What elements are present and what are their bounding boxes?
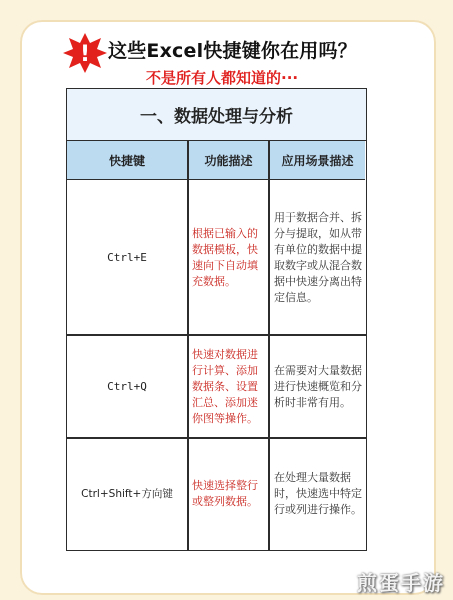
- table-row-2-scene: 在需要对大量数据进行快速概览和分析时非常有用。: [274, 363, 362, 409]
- alert-burst-icon: [62, 32, 108, 74]
- column-header-shortcut: 快捷键: [67, 141, 187, 180]
- shortcut-table: [66, 88, 367, 551]
- page-subtitle: 不是所有人都知道的···: [146, 69, 299, 87]
- watermark: 煎蛋手游: [357, 571, 445, 595]
- column-header-scene: 应用场景描述: [270, 141, 365, 180]
- svg-text:!: !: [79, 42, 91, 67]
- table-row-1-shortcut: Ctrl+E: [107, 250, 147, 264]
- table-row-1-function: 根据已输入的数据模板，快速向下自动填充数据。: [192, 226, 258, 288]
- page-title: 这些Excel快捷键你在用吗？: [108, 40, 357, 62]
- table-row-3-scene: 在处理大量数据时，快速选中特定行或列进行操作。: [274, 471, 362, 516]
- table-row-1-scene: 用于数据合并、拆分与提取，如从带有单位的数据中提取数字或从混合数据中快速分离出特定信息。: [274, 210, 362, 304]
- section-title: 一、数据处理与分析: [67, 89, 366, 141]
- column-header-function: 功能描述: [188, 141, 269, 180]
- table-row-3-function: 快速选择整行或整列数据。: [192, 479, 258, 508]
- table-row-2-function: 快速对数据进行计算、添加数据条、设置汇总、添加迷你图等操作。: [192, 347, 258, 425]
- table-row-2-shortcut: Ctrl+Q: [107, 379, 147, 393]
- table-row-3-shortcut: Ctrl+Shift+方向键: [81, 488, 173, 500]
